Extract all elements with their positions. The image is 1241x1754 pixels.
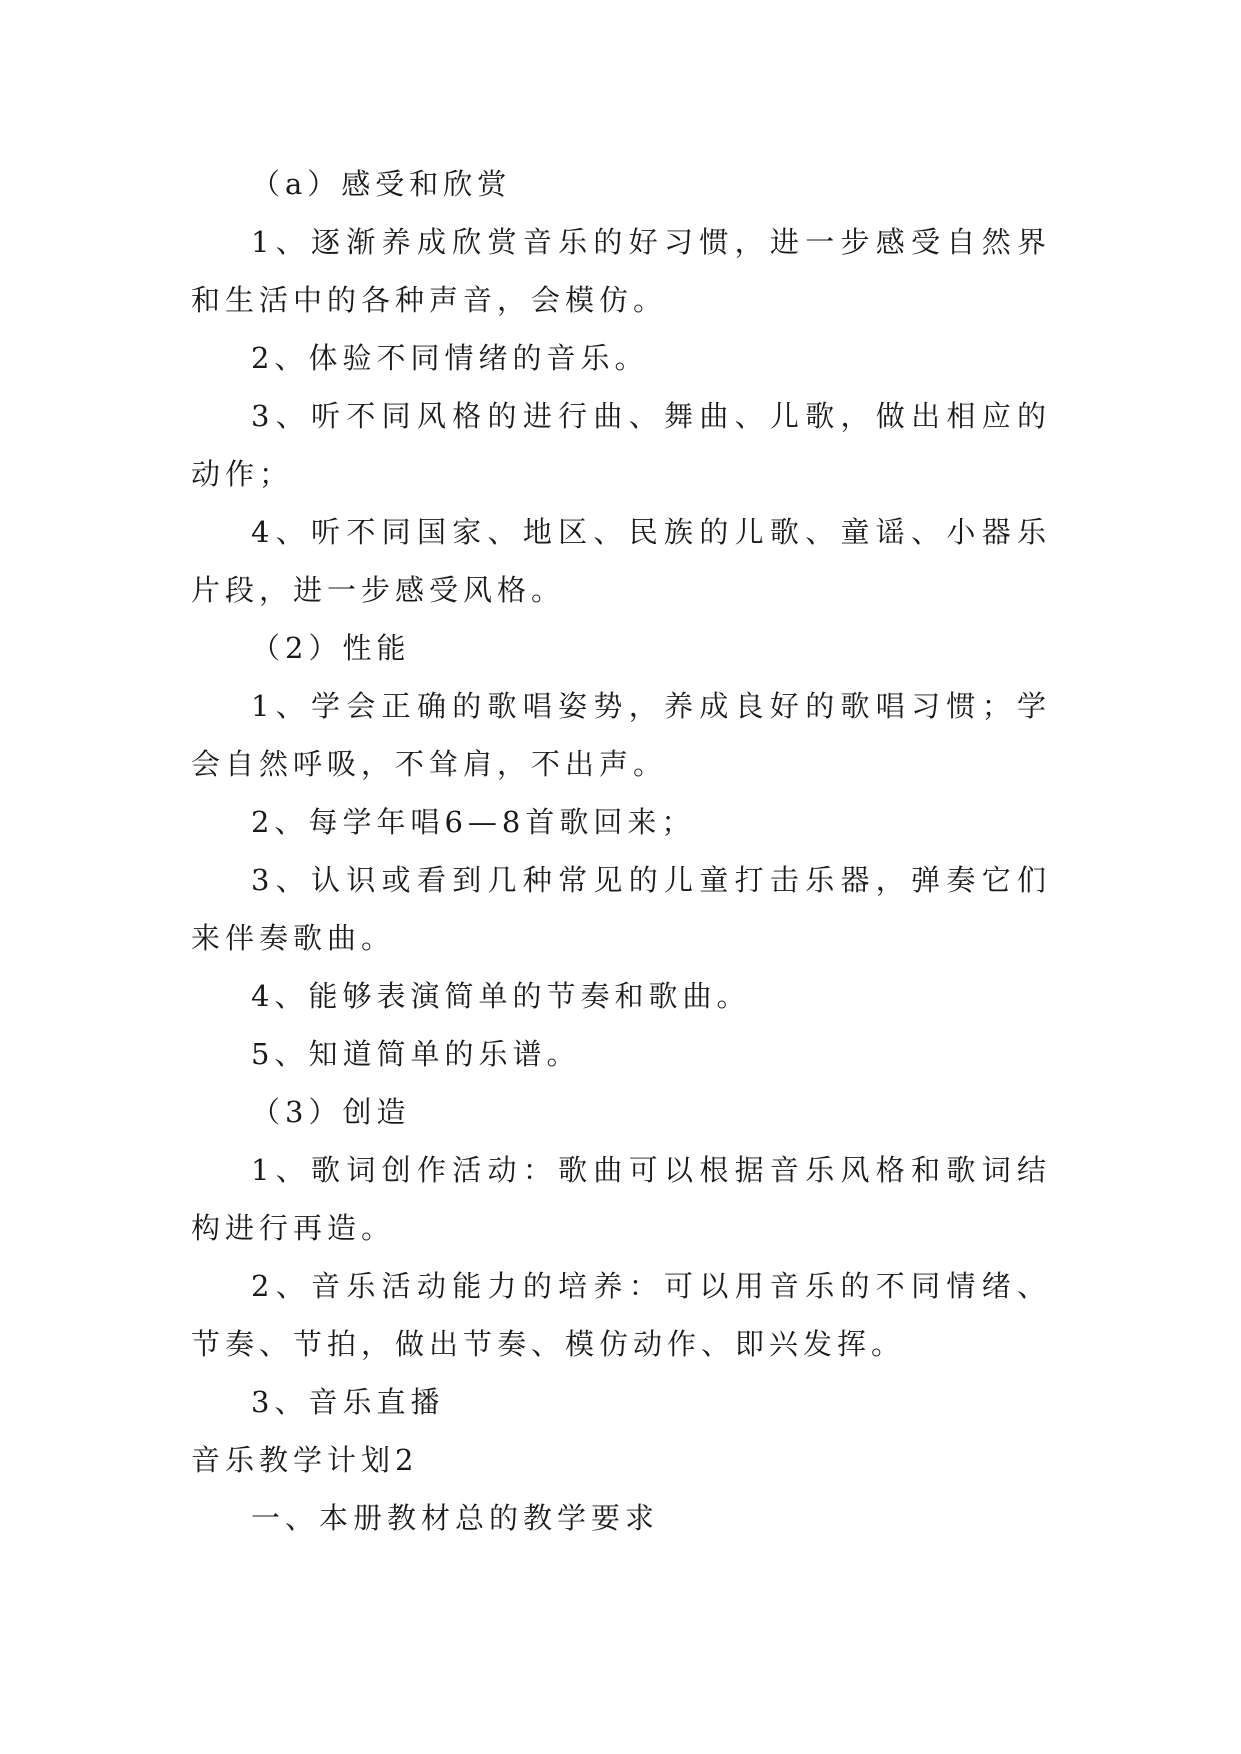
paragraph: 4、听不同国家、地区、民族的儿歌、童谣、小器乐片段，进一步感受风格。 [191, 515, 1051, 607]
paragraph: 2、音乐活动能力的培养：可以用音乐的不同情绪、节奏、节拍，做出节奏、模仿动作、即兴发挥。 [191, 1269, 1051, 1361]
paragraph: 3、听不同风格的进行曲、舞曲、儿歌，做出相应的动作； [191, 399, 1051, 491]
paragraph: 5、知道简单的乐谱。 [251, 1037, 581, 1071]
paragraph: 3、认识或看到几种常见的儿童打击乐器，弹奏它们来伴奏歌曲。 [191, 863, 1051, 955]
paragraph: 1、歌词创作活动：歌曲可以根据音乐风格和歌词结构进行再造。 [191, 1153, 1051, 1245]
section-heading-skills: （2）性能 [251, 631, 411, 665]
paragraph: 2、每学年唱6—8首歌回来； [251, 805, 696, 839]
section-heading-requirements: 一、本册教材总的教学要求 [251, 1501, 660, 1535]
section-heading-creation: （3）创造 [251, 1095, 411, 1129]
paragraph: 1、逐渐养成欣赏音乐的好习惯，进一步感受自然界和生活中的各种声音，会模仿。 [191, 225, 1051, 317]
paragraph: 3、音乐直播 [251, 1385, 445, 1419]
section-heading-appreciation: （a）感受和欣赏 [251, 167, 512, 201]
paragraph: 1、学会正确的歌唱姿势，养成良好的歌唱习惯；学会自然呼吸，不耸肩，不出声。 [191, 689, 1051, 781]
paragraph: 4、能够表演简单的节奏和歌曲。 [251, 979, 751, 1013]
document-title: 音乐教学计划2 [191, 1443, 419, 1477]
document-body [191, 155, 1051, 1547]
paragraph: 2、体验不同情绪的音乐。 [251, 341, 649, 375]
